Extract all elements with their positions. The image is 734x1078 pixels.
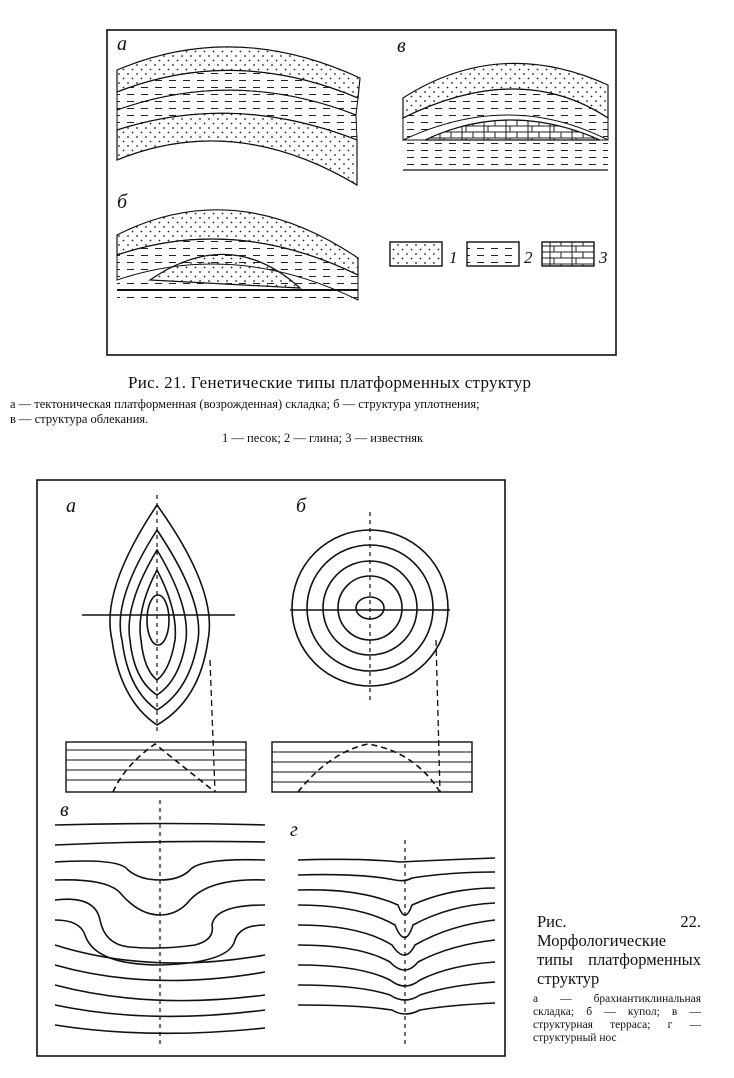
fig22-title: Рис. 22. Морфологические типы платформенных структур (537, 912, 701, 988)
fig22-panel-a-diagram (66, 495, 246, 792)
fig21-label-v: в (397, 35, 406, 57)
fig22-panel-v-diagram (55, 800, 265, 1045)
fig22-label-g: г (290, 819, 298, 841)
fig22-panel-b-diagram (272, 512, 472, 792)
fig22-label-v: в (60, 799, 69, 821)
fig21-label-b: б (117, 191, 128, 213)
fig21-legend (390, 242, 594, 266)
fig21-panel-b-diagram (117, 210, 358, 302)
fig22-label-b: б (296, 495, 307, 517)
fig22-caption: а — брахиантиклинальная складка; б — купол; в — структурная терраса; г — структурный нос (533, 993, 701, 1044)
fig22-panel-g-diagram (298, 840, 495, 1045)
fig21-panel-a-diagram (117, 47, 360, 185)
fig22-figure (37, 480, 505, 1056)
fig21-label-a: а (117, 33, 127, 55)
fig21-caption (10, 397, 722, 427)
fig21-legend-num-3: 3 (599, 248, 608, 267)
fig21-legend-caption: 1 — песок; 2 — глина; 3 — известняк (222, 431, 424, 445)
fig21-caption-line2: в — структура облекания. (10, 412, 149, 426)
fig21-panel-v-diagram (403, 63, 608, 170)
fig21-legend-num-2: 2 (524, 248, 533, 267)
fig21-title: Рис. 21. Генетические типы платформенных структур (128, 373, 532, 392)
fig22-label-a: а (66, 495, 76, 517)
fig21-figure (107, 30, 616, 355)
fig21-legend-num-1: 1 (449, 248, 458, 267)
fig21-caption-line1: а — тектоническая платформенная (возрожденная) складка; б — структура уплотнения; (10, 397, 480, 411)
